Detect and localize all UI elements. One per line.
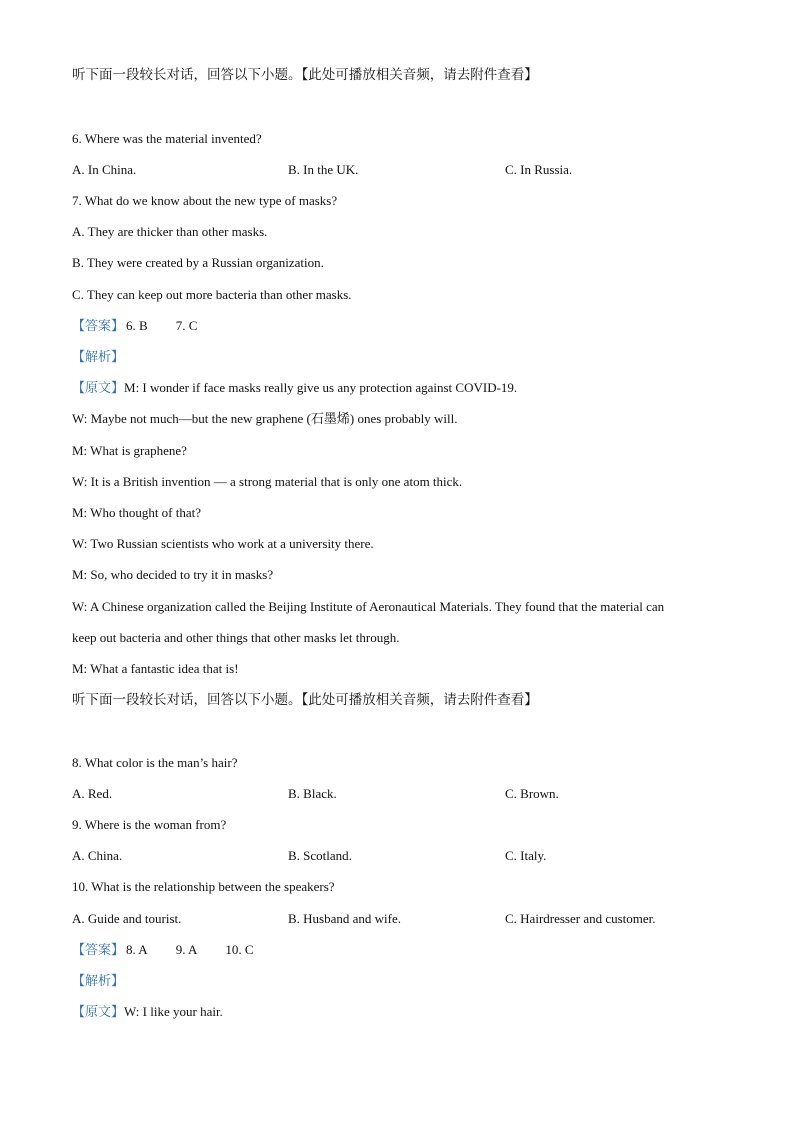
- question-7-stem: 7. What do we know about the new type of masks?: [72, 193, 338, 208]
- answer-9: 9. A: [175, 942, 198, 957]
- section2-analysis-line: [72, 972, 124, 991]
- answer-6: 6. B: [126, 318, 148, 333]
- question-6-option-a: A. In China.: [72, 162, 137, 177]
- transcript-line: W: Two Russian scientists who work at a university there.: [72, 536, 374, 551]
- answer-8: 8. A: [126, 942, 148, 957]
- original-tag: 【原文】: [72, 381, 125, 396]
- transcript-text: W: I like your hair.: [124, 1004, 223, 1019]
- section2-answer-line: [72, 941, 254, 960]
- answer-tag: 【答案】: [72, 943, 125, 958]
- question-9-option-a: A. China.: [72, 848, 123, 863]
- transcript-line: W: Maybe not much—but the new graphene (石墨烯) ones probably will.: [72, 411, 458, 426]
- question-8-option-a: A. Red.: [72, 786, 113, 801]
- question-10-option-b: B. Husband and wife.: [288, 911, 402, 926]
- section1-intro: 听下面一段较长对话，回答以下小题。【此处可播放相关音频，请去附件查看】: [72, 67, 538, 83]
- transcript-line: M: So, who decided to try it in masks?: [72, 567, 274, 582]
- question-9-option-c: C. Italy.: [505, 848, 547, 863]
- analysis-tag: 【解析】: [72, 974, 125, 989]
- transcript-line: W: A Chinese organization called the Beijing Institute of Aeronautical Materials. They found that the material can: [72, 599, 665, 614]
- section1-answer-line: [72, 317, 197, 336]
- question-6-option-b: B. In the UK.: [288, 162, 359, 177]
- transcript-line: M: What is graphene?: [72, 443, 187, 458]
- question-9-stem: 9. Where is the woman from?: [72, 817, 227, 832]
- section2-intro: 听下面一段较长对话，回答以下小题。【此处可播放相关音频，请去附件查看】: [72, 692, 538, 708]
- transcript-line: [72, 1003, 223, 1022]
- question-10-option-c: C. Hairdresser and customer.: [505, 911, 656, 926]
- transcript-line: M: What a fantastic idea that is!: [72, 661, 239, 676]
- original-tag: 【原文】: [72, 1005, 125, 1020]
- question-8-option-c: C. Brown.: [505, 786, 559, 801]
- answer-tag: 【答案】: [72, 319, 125, 334]
- answer-10: 10. C: [225, 942, 254, 957]
- analysis-tag: 【解析】: [72, 350, 125, 365]
- question-7-option-c: C. They can keep out more bacteria than other masks.: [72, 287, 352, 302]
- question-6-option-c: C. In Russia.: [505, 162, 573, 177]
- transcript-line: M: Who thought of that?: [72, 505, 202, 520]
- answer-7: 7. C: [175, 318, 198, 333]
- question-10-stem: 10. What is the relationship between the speakers?: [72, 879, 335, 894]
- question-7-option-a: A. They are thicker than other masks.: [72, 224, 268, 239]
- question-10-option-a: A. Guide and tourist.: [72, 911, 182, 926]
- question-8-stem: 8. What color is the man’s hair?: [72, 755, 238, 770]
- transcript-line: W: It is a British invention — a strong material that is only one atom thick.: [72, 474, 463, 489]
- question-7-option-b: B. They were created by a Russian organization.: [72, 255, 324, 270]
- transcript-line: [72, 379, 517, 398]
- question-8-option-b: B. Black.: [288, 786, 337, 801]
- question-6-stem: 6. Where was the material invented?: [72, 131, 262, 146]
- transcript-text: M: I wonder if face masks really give us any protection against COVID-19.: [124, 380, 518, 395]
- transcript-line: keep out bacteria and other things that other masks let through.: [72, 630, 400, 645]
- section1-analysis-line: [72, 348, 124, 367]
- question-9-option-b: B. Scotland.: [288, 848, 352, 863]
